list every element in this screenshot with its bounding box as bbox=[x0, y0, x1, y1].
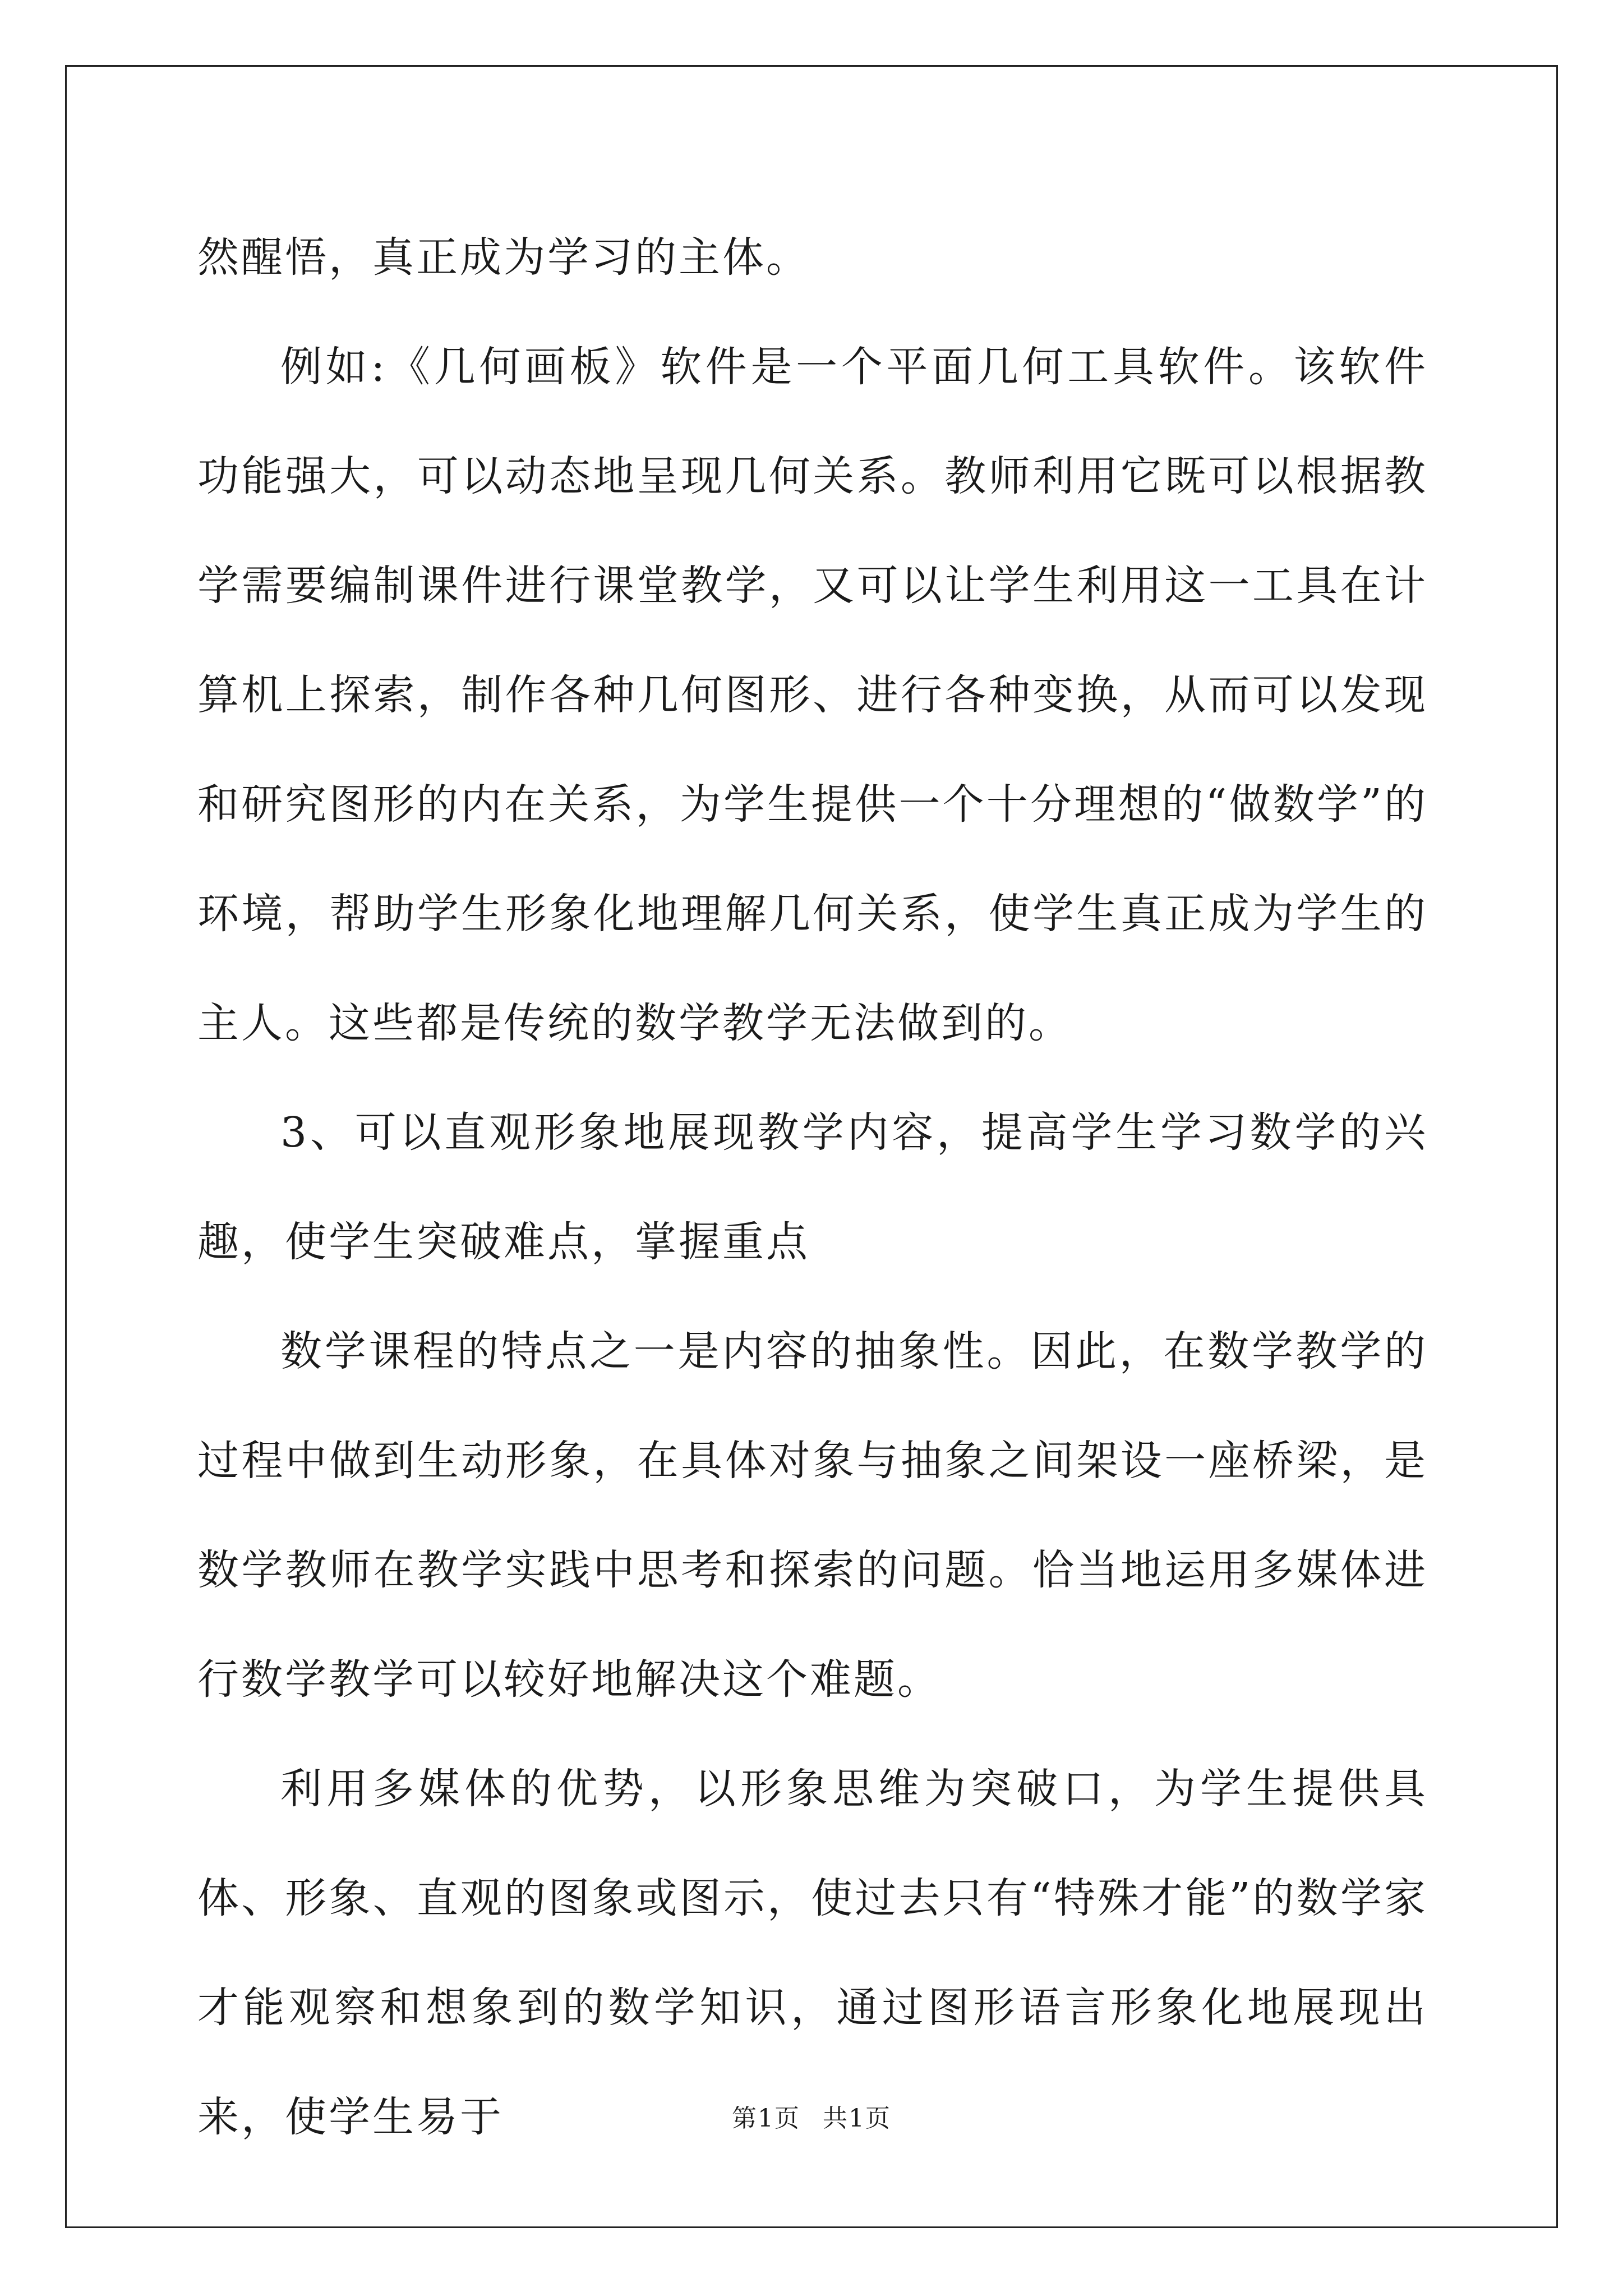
document-body bbox=[197, 203, 1428, 2172]
paragraph: 利用多媒体的优势，以形象思维为突破口，为学生提供具体、形象、直观的图象或图示，使过去只有“特殊才能”的数学家才能观察和想象到的数学知识，通过图形语言形象化地展现出来，使学生易于 bbox=[197, 1765, 1428, 2141]
paragraph: 然醒悟，真正成为学习的主体。 bbox=[197, 233, 810, 282]
paragraph: 例如:《几何画板》软件是一个平面几何工具软件。该软件功能强大，可以动态地呈现几何关系。教师利用它既可以根据教学需要编制课件进行课堂教学，又可以让学生利用这一工具在计算机上探索，制作各种几何图形、进行各种变换，从而可以发现和研究图形的内在关系，为学生提供一个十分理想的“做数学”的环境，帮助学生形象化地理解几何关系，使学生真正成为学生的主人。这些都是传统的数学教学无法做到的。 bbox=[197, 343, 1428, 1047]
page-number: 第1页 bbox=[732, 2104, 800, 2133]
page-total: 共1页 bbox=[823, 2104, 891, 2133]
paragraph: 数学课程的特点之一是内容的抽象性。因此，在数学教学的过程中做到生动形象，在具体对象与抽象之间架设一座桥梁，是数学教师在教学实践中思考和探索的问题。恰当地运用多媒体进行数学教学可以较好地解决这个难题。 bbox=[197, 1327, 1428, 1704]
paragraph: 3、可以直观形象地展现教学内容，提高学生学习数学的兴趣，使学生突破难点，掌握重点 bbox=[197, 1108, 1428, 1266]
page-footer bbox=[0, 2098, 1623, 2134]
